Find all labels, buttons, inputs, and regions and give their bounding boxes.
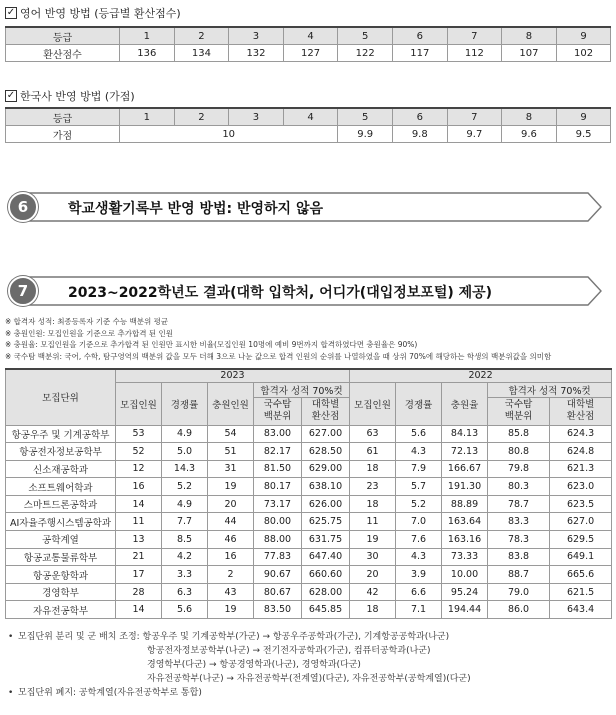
univ-line1: 대학별	[311, 399, 340, 410]
ksh-2022-cell: 79.8	[488, 460, 550, 478]
grade-cell: 8	[502, 108, 557, 126]
ksh-2022-cell: 80.3	[488, 478, 550, 496]
fill-rate-2022-cell: 163.64	[442, 513, 488, 531]
notes-block	[5, 316, 551, 362]
table-row	[6, 460, 612, 478]
grade-cell: 5	[338, 108, 393, 126]
score-cell: 134	[174, 45, 229, 62]
univ-2023-cell: 625.75	[302, 513, 350, 531]
grade-cell: 8	[502, 27, 557, 45]
univ-2023-cell: 631.75	[302, 531, 350, 549]
fill-rate-2022-cell: 194.44	[442, 601, 488, 619]
fill-rate-2022-cell: 163.16	[442, 531, 488, 549]
english-header-label: 등급	[6, 27, 120, 45]
history-title: 한국사 반영 방법 (가점)	[20, 90, 135, 103]
competition-2022-cell: 5.7	[396, 478, 442, 496]
section6-title: 학교생활기록부 반영 방법: 반영하지 않음	[68, 201, 324, 217]
footnote-line	[8, 686, 471, 700]
fill-rate-2022-cell: 10.00	[442, 566, 488, 584]
unit-name-cell: 항공전자정보공학부	[6, 443, 116, 461]
univ-2022-cell: 629.5	[550, 531, 612, 549]
grade-cell: 9	[556, 108, 611, 126]
quota-2022-cell: 23	[350, 478, 396, 496]
unit-name-cell: 항공교통물류학부	[6, 548, 116, 566]
results-table	[5, 368, 612, 619]
univ-2022-cell: 649.1	[550, 548, 612, 566]
quota-2023-cell: 28	[116, 583, 162, 601]
competition-2022-cell: 4.3	[396, 548, 442, 566]
results-body	[6, 425, 612, 619]
footnote-line: 항공전자정보공학부(나군) → 전기전자공학과(가군), 컴퓨터공학과(나군)	[147, 646, 431, 656]
note-line: ※ 국수탐 백분위: 국어, 수학, 탐구영역의 백분위 값을 모두 더해 3으로 나눈 값으로 합격 인원의 순위를 나열하였을 때 상위 70%에 해당하는 학생의 백분위값을 의미함	[5, 351, 552, 361]
bullet-icon: •	[8, 632, 14, 642]
fill-2023-cell: 31	[208, 460, 254, 478]
univ-2022-cell: 624.8	[550, 443, 612, 461]
univ-2022-cell: 623.5	[550, 495, 612, 513]
quota-2023-cell: 14	[116, 495, 162, 513]
quota-2022-cell: 18	[350, 460, 396, 478]
grade-cell: 1	[120, 27, 175, 45]
section7-number-badge: 7	[8, 276, 38, 306]
univ-2022-header	[550, 397, 612, 425]
ksh-2023-cell: 81.50	[254, 460, 302, 478]
fill-2023-cell: 51	[208, 443, 254, 461]
fill-2023-cell: 19	[208, 478, 254, 496]
table-row	[6, 548, 612, 566]
quota-2022-cell: 18	[350, 601, 396, 619]
univ-2022-cell: 643.4	[550, 601, 612, 619]
univ-2022-cell: 624.3	[550, 425, 612, 443]
section6-banner	[8, 192, 604, 222]
ksh-line2: 백분위	[263, 411, 292, 422]
quota-2022-cell: 19	[350, 531, 396, 549]
history-table	[5, 107, 611, 143]
competition-2022-cell: 7.0	[396, 513, 442, 531]
score-cell: 112	[447, 45, 502, 62]
unit-name-cell: 스마트드론공학과	[6, 495, 116, 513]
ksh-2023-cell: 80.17	[254, 478, 302, 496]
ksh-2022-cell: 79.0	[488, 583, 550, 601]
quota-2023-cell: 17	[116, 566, 162, 584]
ksh-2022-cell: 80.8	[488, 443, 550, 461]
grade-cell: 7	[447, 27, 502, 45]
univ-2023-cell: 628.50	[302, 443, 350, 461]
footnote-line	[8, 630, 471, 644]
ksh-line1: 국수탐	[504, 399, 533, 410]
competition-2022-cell: 7.1	[396, 601, 442, 619]
competition-2023-cell: 14.3	[162, 460, 208, 478]
ksh-2022-cell: 83.8	[488, 548, 550, 566]
score-cell: 9.8	[392, 126, 447, 143]
history-section-label	[5, 88, 135, 104]
footnotes	[8, 630, 471, 700]
univ-2023-cell: 629.00	[302, 460, 350, 478]
score-cell: 122	[338, 45, 393, 62]
ksh-line2: 백분위	[504, 411, 533, 422]
score-cell: 107	[502, 45, 557, 62]
bullet-icon: •	[8, 688, 14, 698]
table-row	[6, 566, 612, 584]
fill-2023-cell: 44	[208, 513, 254, 531]
fill-2023-cell: 46	[208, 531, 254, 549]
grade-cell: 9	[556, 27, 611, 45]
fill-2023-cell: 19	[208, 601, 254, 619]
fill-rate-2022-cell: 166.67	[442, 460, 488, 478]
score-cell: 102	[556, 45, 611, 62]
unit-name-cell: AI자율주행시스템공학과	[6, 513, 116, 531]
univ-2022-cell: 621.5	[550, 583, 612, 601]
english-score-row	[6, 45, 611, 62]
grade-cell: 3	[229, 108, 284, 126]
history-row-label: 가점	[6, 126, 120, 143]
fill-rate-2022-cell: 95.24	[442, 583, 488, 601]
table-row	[6, 443, 612, 461]
unit-name-cell: 공학계열	[6, 531, 116, 549]
competition-2022-cell: 4.3	[396, 443, 442, 461]
score-cell: 9.7	[447, 126, 502, 143]
year-2023-header: 2023	[116, 369, 350, 382]
unit-name-cell: 항공운항학과	[6, 566, 116, 584]
univ-2023-cell: 627.00	[302, 425, 350, 443]
section7-banner	[8, 276, 604, 306]
univ-2022-cell: 623.0	[550, 478, 612, 496]
score-cell: 9.5	[556, 126, 611, 143]
score-cell: 117	[392, 45, 447, 62]
competition-2022-cell: 7.9	[396, 460, 442, 478]
fill-2023-header: 충원인원	[208, 382, 254, 425]
table-row	[6, 495, 612, 513]
footnote-line: 자유전공학부(나군) → 자유전공학부(전계열)(다군), 자유전공학부(공학계열)(다군)	[147, 674, 471, 684]
table-row	[6, 583, 612, 601]
english-row-label: 환산점수	[6, 45, 120, 62]
univ-2022-cell: 621.3	[550, 460, 612, 478]
quota-2023-cell: 52	[116, 443, 162, 461]
grade-cell: 6	[392, 108, 447, 126]
checkbox-icon: ✓	[6, 7, 16, 18]
ksh-2023-cell: 77.83	[254, 548, 302, 566]
fill-rate-2022-cell: 191.30	[442, 478, 488, 496]
grade-cell: 3	[229, 27, 284, 45]
univ-2023-cell: 638.10	[302, 478, 350, 496]
competition-2022-cell: 5.6	[396, 425, 442, 443]
ksh-2022-cell: 78.3	[488, 531, 550, 549]
univ-2023-cell: 645.85	[302, 601, 350, 619]
grade-cell: 1	[120, 108, 175, 126]
note-line: ※ 충원인원: 모집인원을 기준으로 추가합격 된 인원	[5, 328, 174, 338]
results-year-row	[6, 369, 612, 382]
unit-name-cell: 자유전공학부	[6, 601, 116, 619]
ksh-2023-cell: 80.00	[254, 513, 302, 531]
ksh-2023-cell: 73.17	[254, 495, 302, 513]
univ-2023-cell: 660.60	[302, 566, 350, 584]
quota-2023-cell: 12	[116, 460, 162, 478]
competition-2023-cell: 5.0	[162, 443, 208, 461]
univ-2023-cell: 628.00	[302, 583, 350, 601]
english-header-row	[6, 27, 611, 45]
quota-2022-cell: 18	[350, 495, 396, 513]
ksh-2023-cell: 82.17	[254, 443, 302, 461]
competition-2022-header: 경쟁률	[396, 382, 442, 425]
unit-header: 모집단위	[6, 369, 116, 425]
footnote-text: 모집단위 분리 및 군 배치 조정: 항공우주 및 기계공학부(가군) → 항공우주공학과(가군), 기계항공공학과(나군)	[18, 632, 450, 642]
ksh-2022-header	[488, 397, 550, 425]
table-row	[6, 531, 612, 549]
competition-2023-cell: 4.9	[162, 495, 208, 513]
ksh-2023-cell: 80.67	[254, 583, 302, 601]
footnote-text: 모집단위 폐지: 공학계열(자유전공학부로 통합)	[18, 688, 202, 698]
competition-2023-cell: 5.6	[162, 601, 208, 619]
quota-2023-cell: 53	[116, 425, 162, 443]
unit-name-cell: 소프트웨어학과	[6, 478, 116, 496]
grade-cell: 4	[283, 108, 338, 126]
grade-cell: 2	[174, 108, 229, 126]
competition-2023-cell: 6.3	[162, 583, 208, 601]
grade-cell: 2	[174, 27, 229, 45]
history-header-label: 등급	[6, 108, 120, 126]
quota-2022-cell: 20	[350, 566, 396, 584]
fill-2023-cell: 43	[208, 583, 254, 601]
competition-2022-cell: 5.2	[396, 495, 442, 513]
competition-2023-cell: 4.2	[162, 548, 208, 566]
ksh-2022-cell: 88.7	[488, 566, 550, 584]
quota-2022-cell: 11	[350, 513, 396, 531]
fill-2023-cell: 2	[208, 566, 254, 584]
ksh-2022-cell: 78.7	[488, 495, 550, 513]
unit-name-cell: 신소재공학과	[6, 460, 116, 478]
table-row	[6, 513, 612, 531]
english-table	[5, 26, 611, 62]
note-line: ※ 충원율: 모집인원을 기준으로 추가합격 된 인원만 표시한 비율(모집인원 10명에 예비 9번까지 합격하였다면 충원율은 90%)	[5, 340, 418, 350]
fill-rate-2022-cell: 72.13	[442, 443, 488, 461]
competition-2023-cell: 5.2	[162, 478, 208, 496]
section6-number-badge: 6	[8, 192, 38, 222]
grade-cell: 5	[338, 27, 393, 45]
table-row	[6, 478, 612, 496]
univ-2023-cell: 626.00	[302, 495, 350, 513]
pass70-2023-header: 합격자 성적 70%컷	[254, 382, 350, 397]
competition-2022-cell: 6.6	[396, 583, 442, 601]
competition-2023-cell: 7.7	[162, 513, 208, 531]
univ-2022-cell: 627.0	[550, 513, 612, 531]
score-cell: 132	[229, 45, 284, 62]
history-header-row	[6, 108, 611, 126]
univ-line2: 환산점	[566, 411, 595, 422]
note-line: ※ 합격자 성적: 최종등록자 기준 수능 백분위 평균	[5, 317, 169, 326]
quota-2022-cell: 42	[350, 583, 396, 601]
ksh-2023-header	[254, 397, 302, 425]
quota-2022-header: 모집인원	[350, 382, 396, 425]
ksh-2023-cell: 90.67	[254, 566, 302, 584]
pass70-2022-header: 합격자 성적 70%컷	[488, 382, 612, 397]
competition-2023-cell: 8.5	[162, 531, 208, 549]
fill-rate-2022-cell: 88.89	[442, 495, 488, 513]
score-cell: 127	[283, 45, 338, 62]
ksh-2023-cell: 88.00	[254, 531, 302, 549]
unit-name-cell: 항공우주 및 기계공학부	[6, 425, 116, 443]
quota-2023-cell: 21	[116, 548, 162, 566]
ksh-2023-cell: 83.00	[254, 425, 302, 443]
ksh-2023-cell: 83.50	[254, 601, 302, 619]
grade-cell: 4	[283, 27, 338, 45]
competition-2023-cell: 4.9	[162, 425, 208, 443]
competition-2022-cell: 3.9	[396, 566, 442, 584]
score-cell: 9.6	[502, 126, 557, 143]
univ-2022-cell: 665.6	[550, 566, 612, 584]
ksh-line1: 국수탐	[263, 399, 292, 410]
fill-rate-2022-cell: 73.33	[442, 548, 488, 566]
grade-cell: 7	[447, 108, 502, 126]
merged-score-cell: 10	[120, 126, 338, 143]
competition-2023-cell: 3.3	[162, 566, 208, 584]
quota-2023-header: 모집인원	[116, 382, 162, 425]
ksh-2022-cell: 85.8	[488, 425, 550, 443]
fill-2023-cell: 54	[208, 425, 254, 443]
quota-2022-cell: 61	[350, 443, 396, 461]
table-row	[6, 601, 612, 619]
score-cell: 9.9	[338, 126, 393, 143]
history-score-row	[6, 126, 611, 143]
score-cell: 136	[120, 45, 175, 62]
english-section-label	[5, 5, 181, 21]
english-title: 영어 반영 방법 (등급별 환산점수)	[20, 7, 181, 20]
ksh-2022-cell: 83.3	[488, 513, 550, 531]
fill-rate-2022-header: 충원율	[442, 382, 488, 425]
fill-2023-cell: 20	[208, 495, 254, 513]
competition-2022-cell: 7.6	[396, 531, 442, 549]
competition-2023-header: 경쟁률	[162, 382, 208, 425]
table-row	[6, 425, 612, 443]
quota-2023-cell: 16	[116, 478, 162, 496]
fill-2023-cell: 16	[208, 548, 254, 566]
year-2022-header: 2022	[350, 369, 612, 382]
fill-rate-2022-cell: 84.13	[442, 425, 488, 443]
univ-line1: 대학별	[566, 399, 595, 410]
quota-2023-cell: 14	[116, 601, 162, 619]
unit-name-cell: 경영학부	[6, 583, 116, 601]
univ-2023-header	[302, 397, 350, 425]
univ-2023-cell: 647.40	[302, 548, 350, 566]
univ-line2: 환산점	[311, 411, 340, 422]
quota-2023-cell: 11	[116, 513, 162, 531]
quota-2023-cell: 13	[116, 531, 162, 549]
section7-title: 2023~2022학년도 결과(대학 입학처, 어디가(대입정보포털) 제공)	[68, 285, 493, 301]
grade-cell: 6	[392, 27, 447, 45]
footnote-line: 경영학부(다군) → 항공경영학과(나군), 경영학과(다군)	[147, 660, 361, 670]
ksh-2022-cell: 86.0	[488, 601, 550, 619]
quota-2022-cell: 30	[350, 548, 396, 566]
quota-2022-cell: 63	[350, 425, 396, 443]
checkbox-icon: ✓	[6, 90, 16, 101]
